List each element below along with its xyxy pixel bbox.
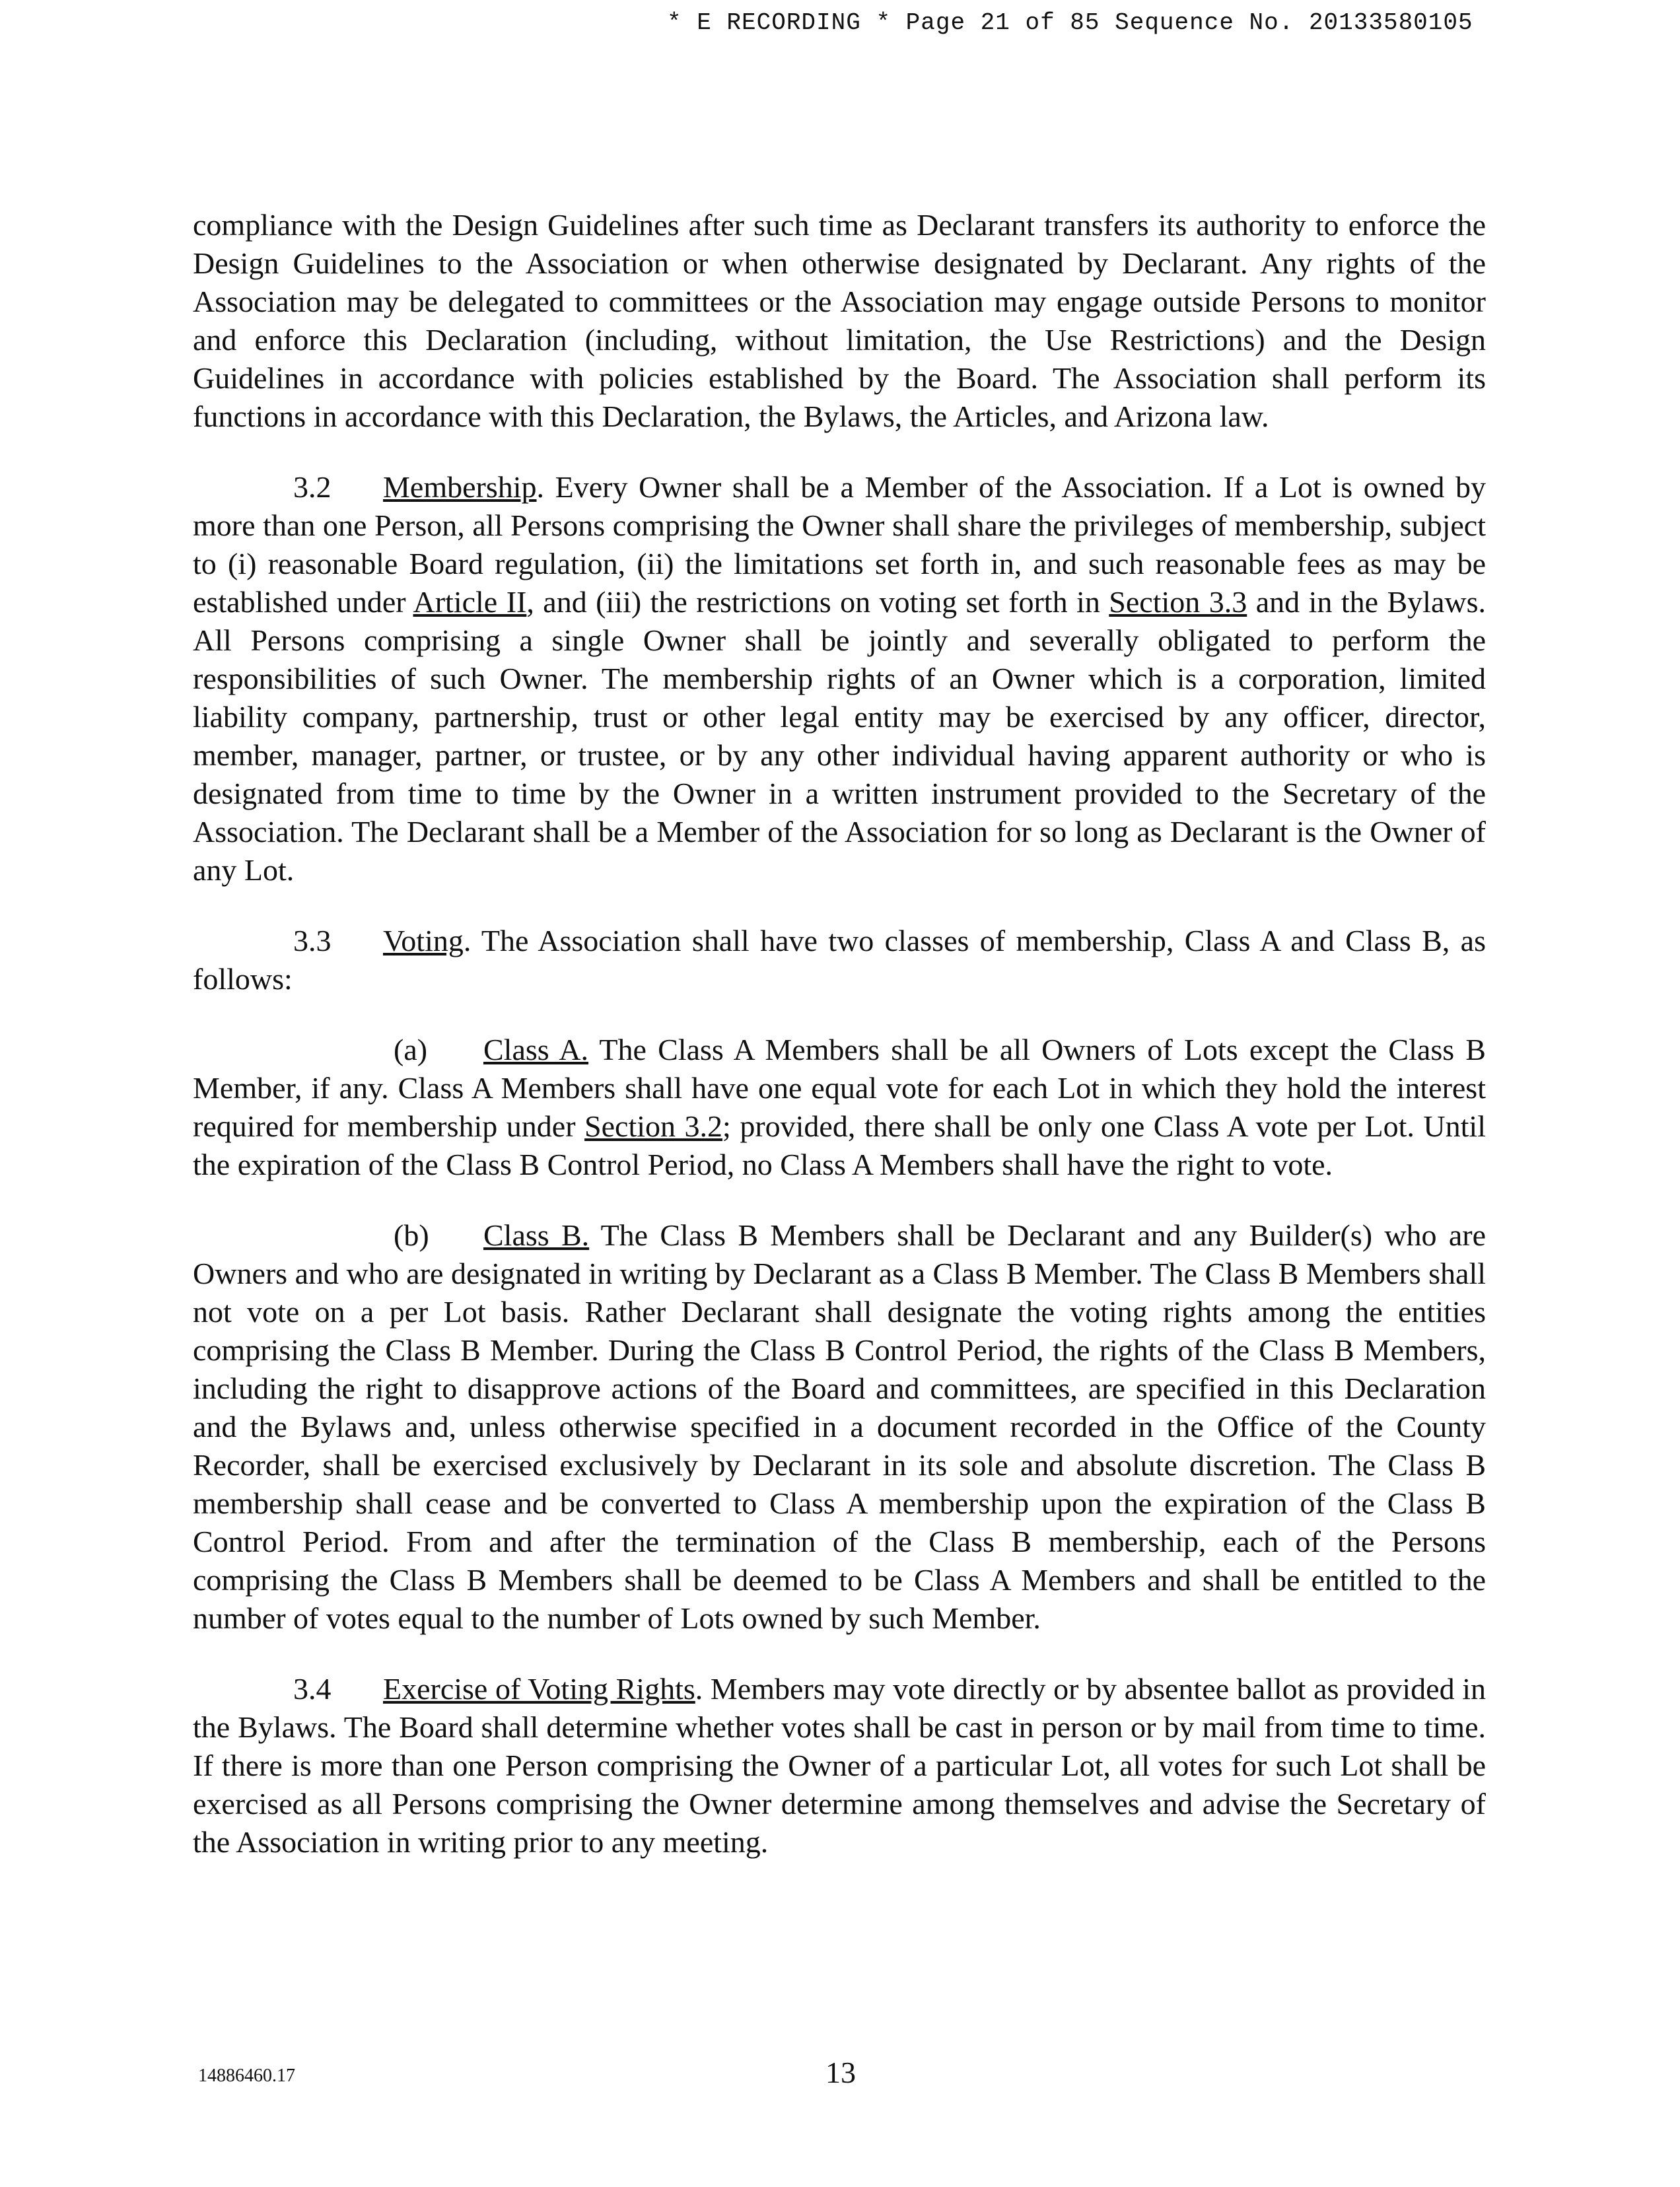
document-id: 14886460.17 — [198, 2066, 295, 2086]
section-number: 3.4 — [293, 1672, 332, 1706]
cross-reference: Section 3.3 — [1109, 585, 1247, 619]
section-text: and in the Bylaws. All Persons comprising a single Owner shall be jointly and severally obligated to perform the responsibilities of such Owner. The membership rights of an Owner which is a corporation, limited liability company, partnership, trust or other legal entity may be exercised by any officer, director, member, manager, partner, or trustee, or by any other individual having apparent authority or who is designated from time to time by the Owner in a written instrument provided to the Secretary of the Association. The Declarant shall be a Member of the Association for so long as Declarant is the Owner of any Lot. — [193, 585, 1486, 887]
section-heading: Voting — [383, 924, 464, 957]
cross-reference: Article II — [413, 585, 527, 619]
subsection-class-b — [193, 1216, 1486, 1638]
subsection-text: ; provided, there shall be only one Class A vote per Lot. Until the expiration of the Class B Control Period, no Class A Members shall have the right to vote. — [193, 1109, 1486, 1181]
section-3-3 — [193, 922, 1486, 998]
section-text: . Members may vote directly or by absentee ballot as provided in the Bylaws. The Board shall determine whether votes shall be cast in person or by mail from time to time. If there is more than one Person comprising the Owner of a particular Lot, all votes for such Lot shall be exercised as all Persons comprising the Owner determine among themselves and advise the Secretary of the Association in writing prior to any meeting. — [193, 1672, 1486, 1859]
subsection-class-a — [193, 1031, 1486, 1184]
page-number: 13 — [825, 2056, 856, 2089]
section-3-4 — [193, 1670, 1486, 1861]
section-number: 3.2 — [293, 470, 332, 504]
cross-reference: Section 3.2 — [584, 1109, 723, 1143]
recording-header: * E RECORDING * Page 21 of 85 Sequence No. 20133580105 — [667, 9, 1473, 36]
section-text: . Every Owner shall be a Member of the Association. If a Lot is owned by more than one Person, all Persons comprising the Owner shall share the privileges of membership, subject to (i) reasonable Board regulation, (ii) the limitations set forth in, and such reasonable fees as may be established under — [193, 470, 1486, 619]
section-3-2 — [193, 468, 1486, 889]
paragraph-continuation: compliance with the Design Guidelines after such time as Declarant transfers its authority to enforce the Design Guidelines to the Association or when otherwise designated by Declarant. Any rights of the Association may be delegated to committees or the Association may engage outside Persons to monitor and enforce this Declaration (including, without limitation, the Use Restrictions) and the Design Guidelines in accordance with policies established by the Board. The Association shall perform its functions in accordance with this Declaration, the Bylaws, the Articles, and Arizona law. — [193, 208, 1486, 433]
subsection-label: (a) — [394, 1033, 428, 1066]
subsection-label: (b) — [394, 1218, 429, 1252]
section-heading: Exercise of Voting Rights — [383, 1672, 695, 1706]
document-body — [193, 206, 1486, 1894]
subsection-text: The Class B Members shall be Declarant and any Builder(s) who are Owners and who are designated in writing by Declarant as a Class B Member. The Class B Members shall not vote on a per Lot basis. Rather Declarant shall designate the voting rights among the entities comprising the Class B Member. During the Class B Control Period, the rights of the Class B Members, including the right to disapprove actions of the Board and committees, are specified in this Declaration and the Bylaws and, unless otherwise specified in a document recorded in the Office of the County Recorder, shall be exercised exclusively by Declarant in its sole and absolute discretion. The Class B membership shall cease and be converted to Class A membership upon the expiration of the Class B Control Period. From and after the termination of the Class B membership, each of the Persons comprising the Class B Members shall be deemed to be Class A Members and shall be entitled to the number of votes equal to the number of Lots owned by such Member. — [193, 1218, 1486, 1635]
section-text: , and (iii) the restrictions on voting set forth in — [526, 585, 1109, 619]
subsection-heading: Class B. — [483, 1218, 590, 1252]
subsection-heading: Class A. — [483, 1033, 589, 1066]
section-heading: Membership — [383, 470, 537, 504]
subsection-text: The Class A Members shall be all Owners of Lots except the Class B Member, if any. Class A Members shall have one equal vote for each Lot in which they hold the interest required for membership under — [193, 1033, 1486, 1143]
section-text: . The Association shall have two classes of membership, Class A and Class B, as follows: — [193, 924, 1486, 996]
section-number: 3.3 — [293, 924, 332, 957]
